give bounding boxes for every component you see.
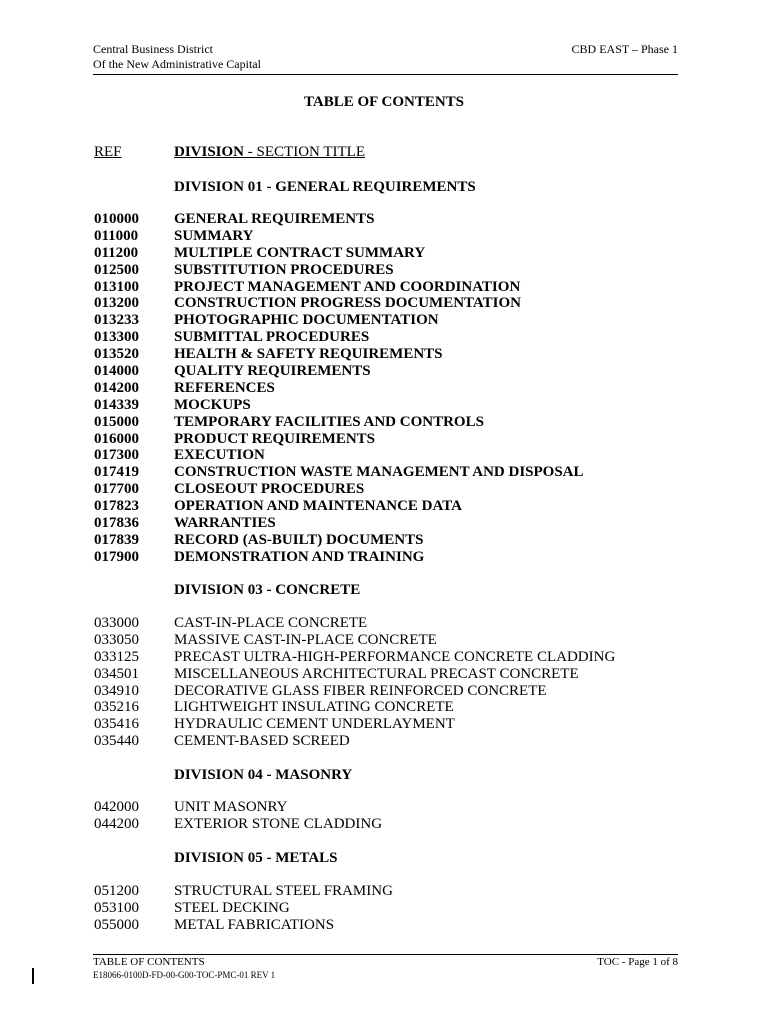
toc-entry <box>94 279 694 296</box>
section-code: 053100 <box>94 899 139 916</box>
section-title: EXTERIOR STONE CLADDING <box>174 815 383 832</box>
division-03-section-list <box>94 615 694 750</box>
section-title: HYDRAULIC CEMENT UNDERLAYMENT <box>174 716 455 733</box>
division-01-section-list <box>94 211 694 566</box>
toc-entry <box>94 447 694 464</box>
ref-column-header: REF <box>94 144 122 160</box>
section-title: STRUCTURAL STEEL FRAMING <box>174 883 393 899</box>
toc-entry <box>94 262 694 279</box>
section-code: 013300 <box>94 329 139 346</box>
section-title: CAST-IN-PLACE CONCRETE <box>174 615 368 631</box>
section-title: CONSTRUCTION WASTE MANAGEMENT AND DISPOSAL <box>174 464 584 481</box>
section-code: 042000 <box>94 799 139 815</box>
section-title: CONSTRUCTION PROGRESS DOCUMENTATION <box>174 295 521 312</box>
section-title: DECORATIVE GLASS FIBER REINFORCED CONCRETE <box>174 682 547 699</box>
section-code: 033000 <box>94 615 139 631</box>
section-code: 017419 <box>94 464 139 481</box>
section-code: 013233 <box>94 312 139 329</box>
section-title: DEMONSTRATION AND TRAINING <box>174 548 425 565</box>
revision-margin-bar <box>32 968 34 984</box>
section-code: 017300 <box>94 447 139 464</box>
toc-entry <box>94 397 694 414</box>
section-code: 017700 <box>94 481 139 498</box>
footer-page-number: TOC - Page 1 of 8 <box>597 956 678 968</box>
toc-entry <box>94 228 694 245</box>
section-title: PROJECT MANAGEMENT AND COORDINATION <box>174 278 521 295</box>
section-code: 017839 <box>94 531 139 548</box>
toc-entry <box>94 883 694 900</box>
page-title: TABLE OF CONTENTS <box>303 94 465 110</box>
section-code: 014200 <box>94 379 139 396</box>
toc-entry <box>94 632 694 649</box>
toc-entry <box>94 363 694 380</box>
division-05-section-list <box>94 883 694 934</box>
section-code: 010000 <box>94 211 139 227</box>
section-code: 035216 <box>94 699 139 716</box>
section-title: SUMMARY <box>174 227 254 244</box>
toc-entry <box>94 699 694 716</box>
section-title: QUALITY REQUIREMENTS <box>174 363 371 380</box>
section-title: PHOTOGRAPHIC DOCUMENTATION <box>174 312 439 329</box>
toc-entry <box>94 414 694 431</box>
toc-entry <box>94 515 694 532</box>
toc-entry <box>94 380 694 397</box>
section-title: MULTIPLE CONTRACT SUMMARY <box>174 244 426 261</box>
section-code: 034501 <box>94 665 139 682</box>
division-column-header <box>174 143 365 161</box>
section-code: 013100 <box>94 278 139 295</box>
section-title-column-label: - SECTION TITLE <box>244 144 365 160</box>
section-code: 013520 <box>94 346 139 363</box>
section-code: 035440 <box>94 733 139 750</box>
footer-document-number: E18066-0100D-FD-00-G00-TOC-PMC-01 REV 1 <box>93 970 276 980</box>
division-heading-05: DIVISION 05 - METALS <box>174 850 338 866</box>
section-code: 011000 <box>94 227 139 244</box>
toc-entry <box>94 666 694 683</box>
header-project-subtitle: Of the New Administrative Capital <box>93 57 261 71</box>
section-code: 033125 <box>94 648 139 665</box>
section-title: METAL FABRICATIONS <box>174 916 335 933</box>
section-title: EXECUTION <box>174 447 265 464</box>
section-title: REFERENCES <box>174 379 275 396</box>
section-title: MOCKUPS <box>174 396 251 413</box>
section-title: PRECAST ULTRA-HIGH-PERFORMANCE CONCRETE CLADDING <box>174 648 616 665</box>
toc-entry <box>94 295 694 312</box>
section-code: 034910 <box>94 682 139 699</box>
section-title: WARRANTIES <box>174 515 276 532</box>
toc-entry <box>94 532 694 549</box>
section-code: 014000 <box>94 363 139 380</box>
section-title: CEMENT-BASED SCREED <box>174 733 350 750</box>
division-heading-03: DIVISION 03 - CONCRETE <box>174 582 361 598</box>
toc-entry <box>94 549 694 566</box>
division-heading-01: DIVISION 01 - GENERAL REQUIREMENTS <box>174 179 476 195</box>
toc-entry <box>94 917 694 934</box>
toc-entry <box>94 816 694 833</box>
section-title: HEALTH & SAFETY REQUIREMENTS <box>174 346 443 363</box>
section-title: GENERAL REQUIREMENTS <box>174 211 375 227</box>
footer-document-title: TABLE OF CONTENTS <box>93 956 205 968</box>
section-code: 017836 <box>94 515 139 532</box>
toc-entry <box>94 498 694 515</box>
division-heading-04: DIVISION 04 - MASONRY <box>174 767 353 783</box>
toc-entry <box>94 900 694 917</box>
section-code: 051200 <box>94 883 139 899</box>
section-title: STEEL DECKING <box>174 899 290 916</box>
section-code: 014339 <box>94 396 139 413</box>
section-title: OPERATION AND MAINTENANCE DATA <box>174 498 462 515</box>
division-column-label: DIVISION <box>174 144 245 160</box>
toc-entry <box>94 683 694 700</box>
section-code: 012500 <box>94 261 139 278</box>
toc-entry <box>94 346 694 363</box>
toc-entry <box>94 733 694 750</box>
section-code: 013200 <box>94 295 139 312</box>
toc-entry <box>94 211 694 228</box>
toc-entry <box>94 716 694 733</box>
section-title: LIGHTWEIGHT INSULATING CONCRETE <box>174 699 454 716</box>
section-code: 015000 <box>94 413 139 430</box>
toc-entry <box>94 431 694 448</box>
section-title: RECORD (AS-BUILT) DOCUMENTS <box>174 531 424 548</box>
toc-entry <box>94 799 694 816</box>
section-title: UNIT MASONRY <box>174 799 288 815</box>
toc-entry <box>94 615 694 632</box>
toc-entry <box>94 329 694 346</box>
section-code: 055000 <box>94 916 139 933</box>
section-code: 016000 <box>94 430 139 447</box>
section-code: 035416 <box>94 716 139 733</box>
page-header <box>93 42 678 75</box>
division-04-section-list <box>94 799 694 833</box>
section-title: MISCELLANEOUS ARCHITECTURAL PRECAST CONCRETE <box>174 665 579 682</box>
toc-entry <box>94 312 694 329</box>
toc-entry <box>94 481 694 498</box>
section-title: SUBMITTAL PROCEDURES <box>174 329 370 346</box>
header-phase-label: CBD EAST – Phase 1 <box>571 42 678 56</box>
section-code: 017900 <box>94 548 139 565</box>
section-title: TEMPORARY FACILITIES AND CONTROLS <box>174 413 484 430</box>
section-code: 044200 <box>94 815 139 832</box>
toc-entry <box>94 464 694 481</box>
section-title: PRODUCT REQUIREMENTS <box>174 430 375 447</box>
section-title: MASSIVE CAST-IN-PLACE CONCRETE <box>174 631 437 648</box>
header-project-name: Central Business District <box>93 42 213 56</box>
toc-entry <box>94 245 694 262</box>
section-title: SUBSTITUTION PROCEDURES <box>174 261 394 278</box>
page-footer <box>93 954 678 986</box>
section-title: CLOSEOUT PROCEDURES <box>174 481 365 498</box>
section-code: 011200 <box>94 244 139 261</box>
header-left <box>93 42 261 72</box>
section-code: 017823 <box>94 498 139 515</box>
section-code: 033050 <box>94 631 139 648</box>
toc-entry <box>94 649 694 666</box>
